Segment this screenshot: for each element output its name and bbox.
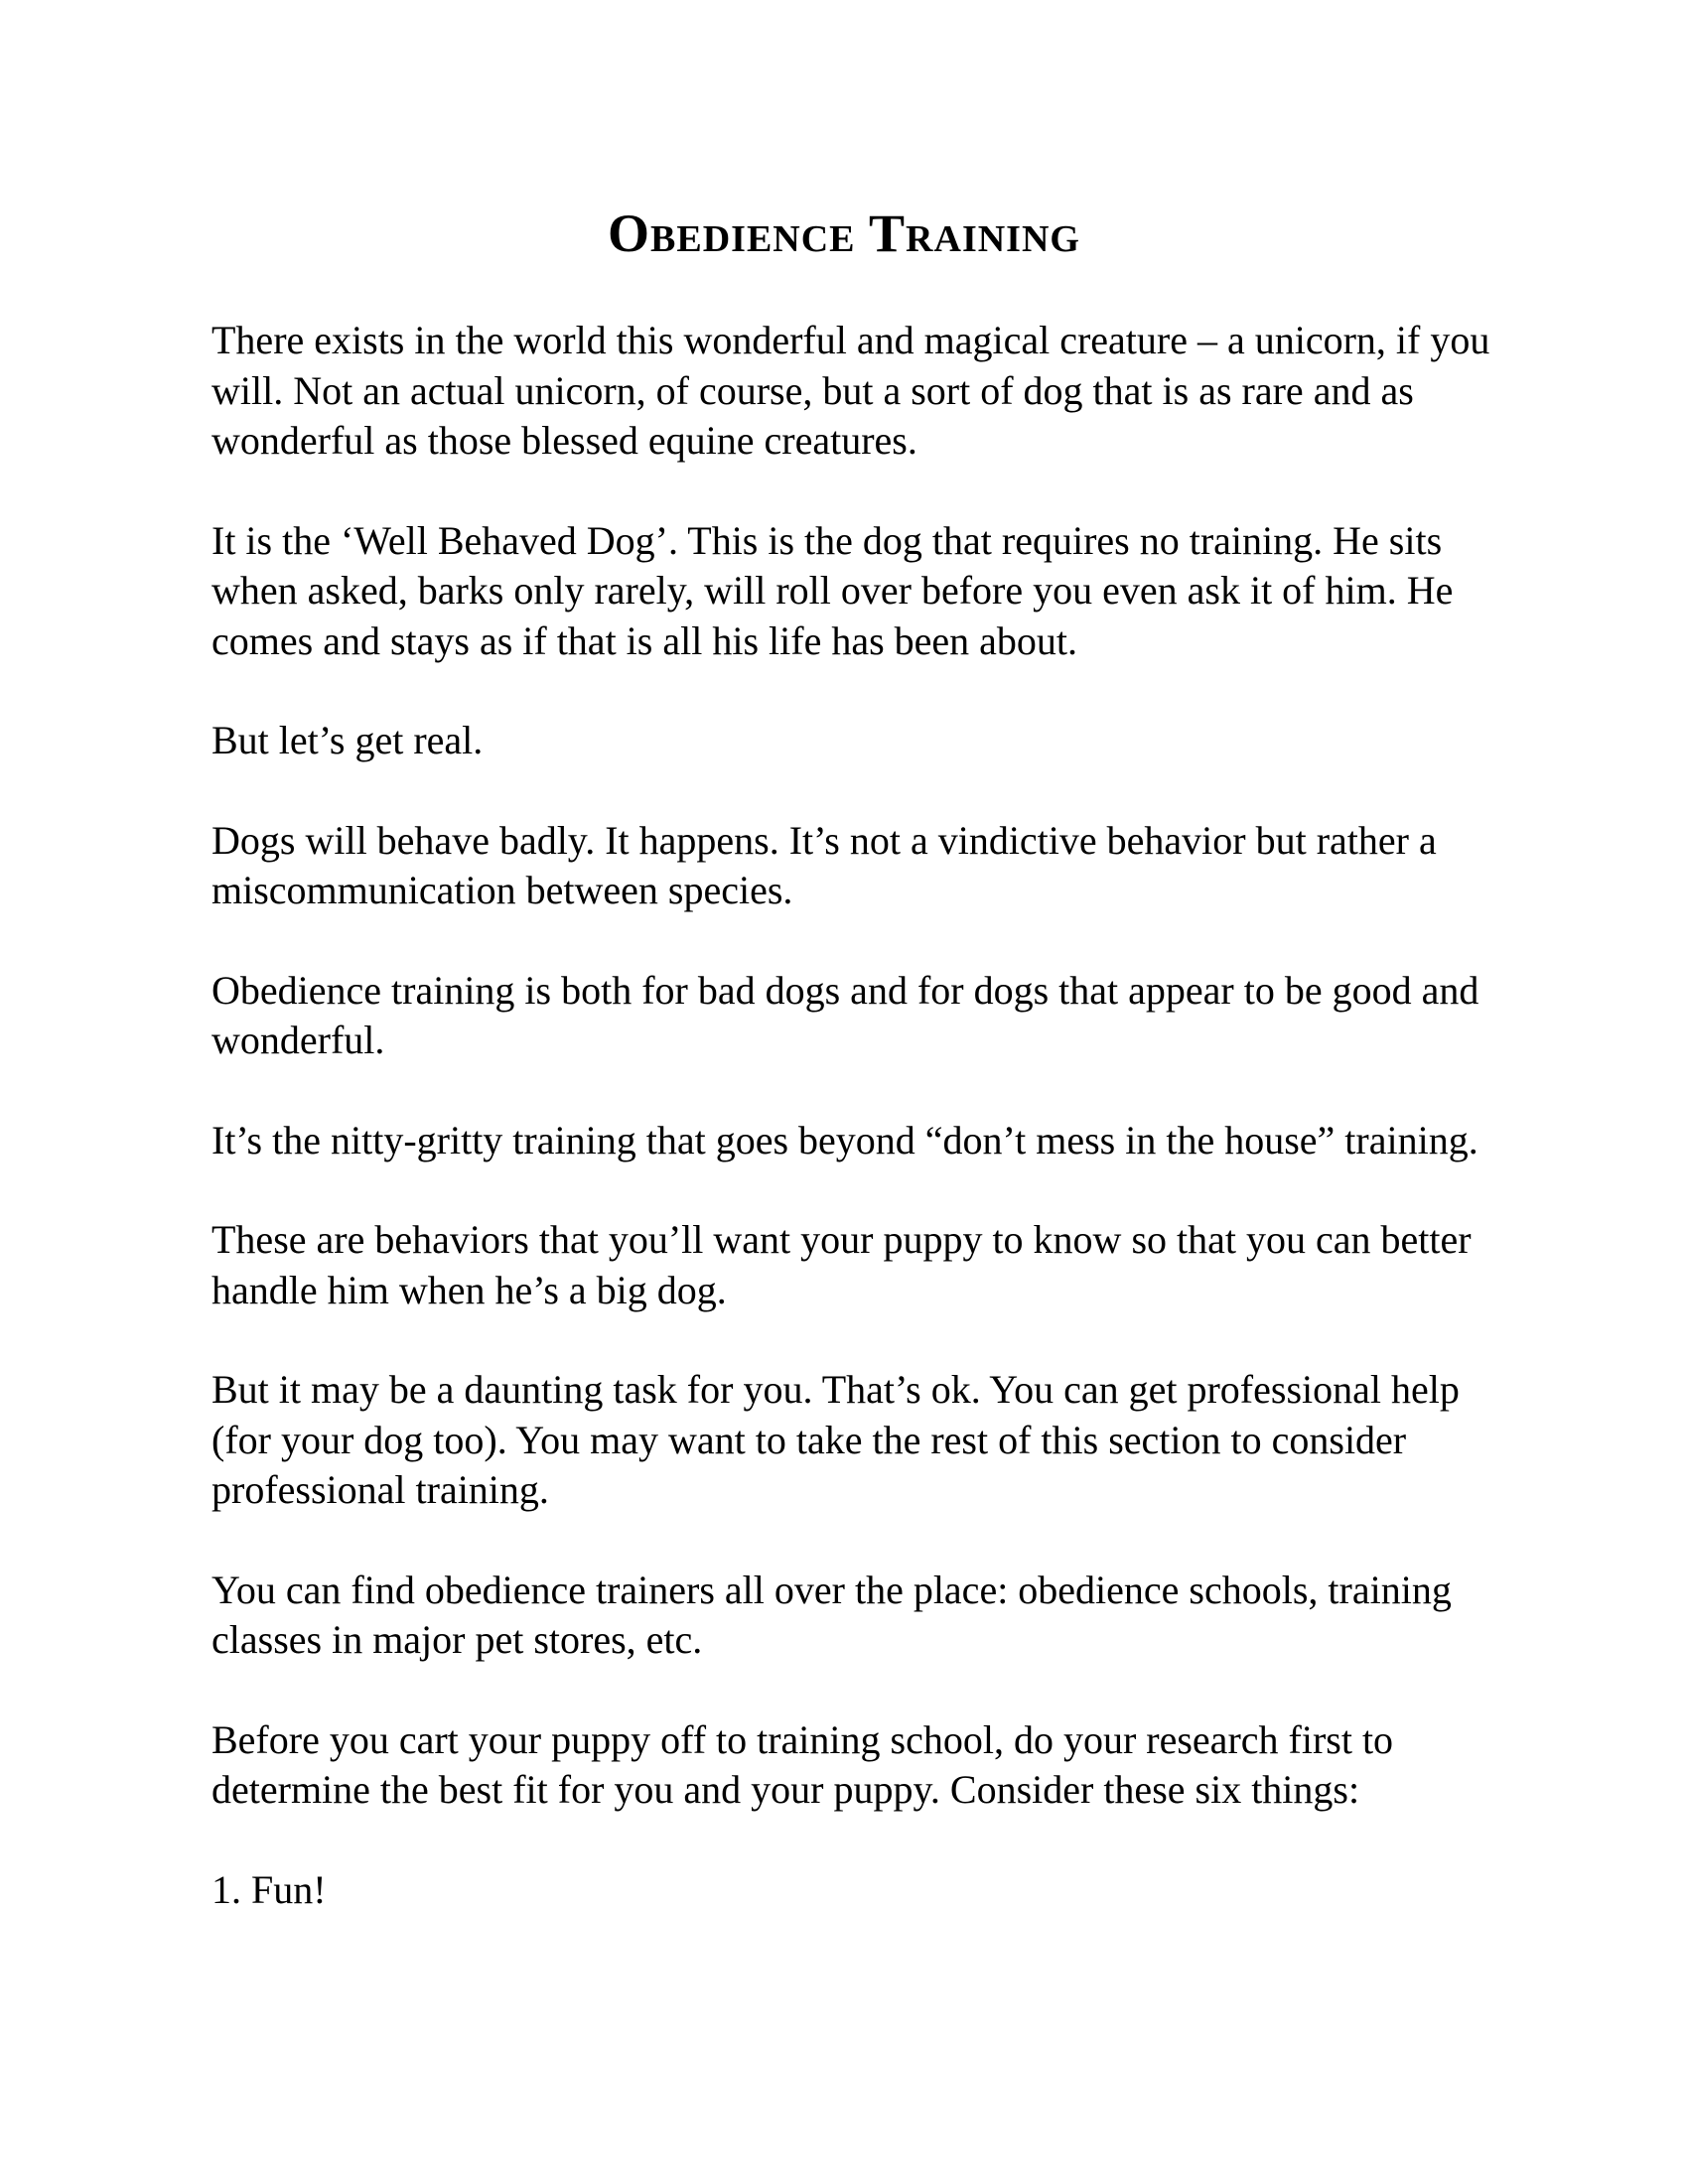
paragraph: You can find obedience trainers all over the place: obedience schools, training classes in major pet stores, etc. — [211, 1567, 1452, 1662]
paragraph: But it may be a daunting task for you. That’s ok. You can get professional help (for your dog too). You may want to take the rest of this section to consider professional training. — [211, 1367, 1460, 1512]
page-title: Obedience Training — [608, 204, 1080, 263]
paragraph: Obedience training is both for bad dogs and for dogs that appear to be good and wonderful. — [211, 967, 1479, 1062]
document-body — [211, 316, 1502, 1915]
paragraph: These are behaviors that you’ll want your puppy to know so that you can better handle him when he’s a big dog. — [211, 1217, 1472, 1312]
paragraph: But let’s get real. — [211, 718, 484, 762]
list-item: 1. Fun! — [211, 1866, 327, 1912]
paragraph: It is the ‘Well Behaved Dog’. This is the dog that requires no training. He sits when asked, barks only rarely, will roll over before you even ask it of him. He comes and stays as if that is all his life has been about. — [211, 517, 1454, 663]
paragraph: There exists in the world this wonderful and magical creature – a unicorn, if you will. Not an actual unicorn, of course, but a sort of dog that is as rare and as wonderful as those blessed equine creatures. — [211, 318, 1490, 463]
paragraph: It’s the nitty-gritty training that goes beyond “don’t mess in the house” training. — [211, 1117, 1478, 1162]
paragraph: Before you cart your puppy off to training school, do your research first to determine the best fit for you and your puppy. Consider these six things: — [211, 1716, 1394, 1812]
paragraph: Dogs will behave badly. It happens. It’s not a vindictive behavior but rather a miscommunication between species. — [211, 817, 1437, 912]
